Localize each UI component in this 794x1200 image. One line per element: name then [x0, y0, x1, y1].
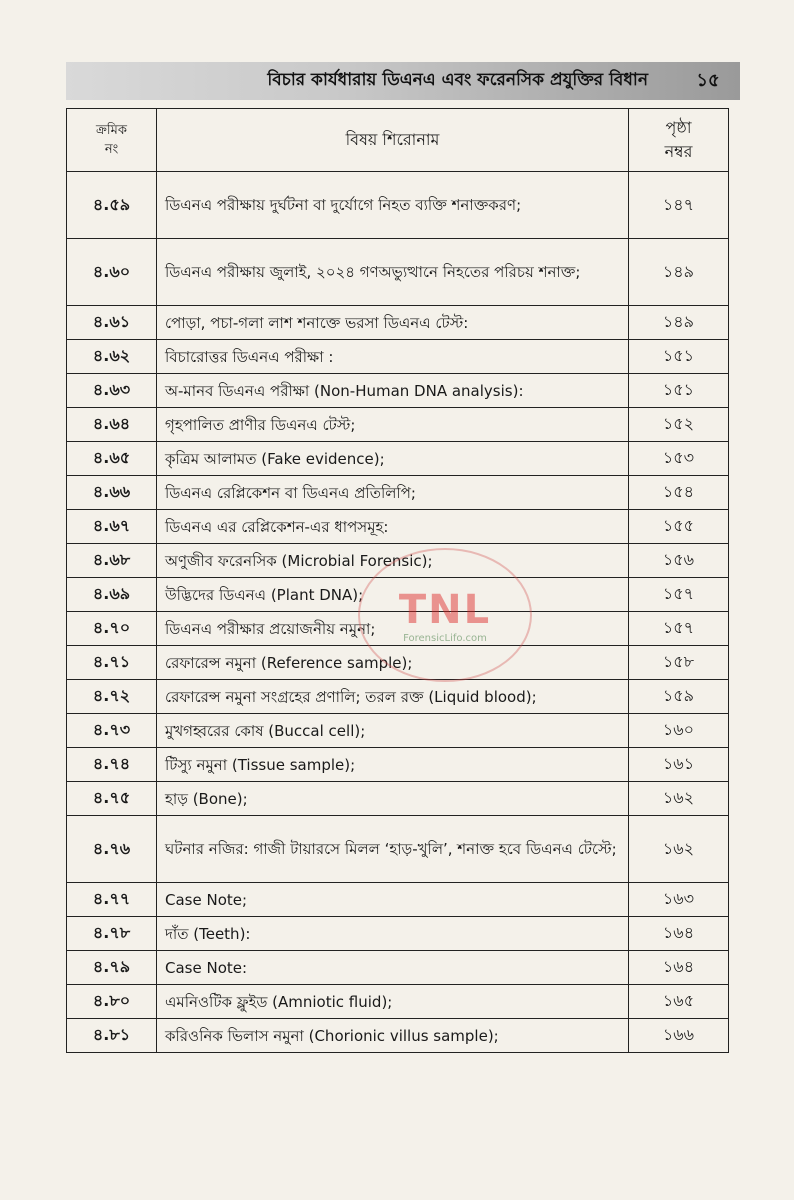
table-row [67, 510, 729, 544]
page-cell: ১৫১ [629, 340, 729, 374]
serial-cell: ৪.৭৩ [67, 714, 157, 748]
page-cell: ১৫৪ [629, 476, 729, 510]
subject-cell: করিওনিক ভিলাস নমুনা (Chorionic villus sample); [157, 1019, 629, 1053]
subject-cell: মুখগহ্বরের কোষ (Buccal cell); [157, 714, 629, 748]
contents-table [66, 108, 729, 1053]
page-header-line1: পৃষ্ঠা [665, 118, 692, 137]
table-row [67, 748, 729, 782]
serial-cell: ৪.৭৯ [67, 951, 157, 985]
header-title: বিচার কার্যধারায় ডিএনএ এবং ফরেনসিক প্রযুক্তির বিধান [267, 70, 648, 90]
serial-cell: ৪.৬৩ [67, 374, 157, 408]
subject-cell: Case Note: [157, 951, 629, 985]
subject-cell: রেফারেন্স নমুনা সংগ্রহের প্রণালি; তরল রক্ত (Liquid blood); [157, 680, 629, 714]
subject-cell: ডিএনএ পরীক্ষায় দুর্ঘটনা বা দুর্যোগে নিহত ব্যক্তি শনাক্তকরণ; [157, 172, 629, 239]
table-row [67, 340, 729, 374]
table-row [67, 782, 729, 816]
watermark-logo: TNL [398, 586, 492, 633]
page-cell: ১৫২ [629, 408, 729, 442]
page-cell: ১৬৫ [629, 985, 729, 1019]
page-cell: ১৫৭ [629, 578, 729, 612]
table-row [67, 1019, 729, 1053]
page-cell: ১৬৪ [629, 917, 729, 951]
table-row [67, 408, 729, 442]
serial-cell: ৪.৭২ [67, 680, 157, 714]
watermark-site: ForensicLifo.com [403, 632, 487, 644]
table-row [67, 646, 729, 680]
page-cell: ১৫৮ [629, 646, 729, 680]
page-cell: ১৬১ [629, 748, 729, 782]
serial-cell: ৪.৬২ [67, 340, 157, 374]
table-row [67, 172, 729, 239]
subject-cell: গৃহপালিত প্রাণীর ডিএনএ টেস্ট; [157, 408, 629, 442]
table-body [67, 172, 729, 1053]
subject-cell: ডিএনএ এর রেপ্লিকেশন-এর ধাপসমূহ: [157, 510, 629, 544]
subject-cell: ডিএনএ পরীক্ষায় জুলাই, ২০২৪ গণঅভ্যুত্থানে নিহতের পরিচয় শনাক্ত; [157, 239, 629, 306]
table-row [67, 816, 729, 883]
serial-cell: ৪.৭৮ [67, 917, 157, 951]
serial-cell: ৪.৬৫ [67, 442, 157, 476]
subject-cell: অ-মানব ডিএনএ পরীক্ষা (Non-Human DNA analysis): [157, 374, 629, 408]
subject-cell: টিস্যু নমুনা (Tissue sample); [157, 748, 629, 782]
page-cell: ১৬৪ [629, 951, 729, 985]
serial-cell: ৪.৭৭ [67, 883, 157, 917]
table-row [67, 612, 729, 646]
serial-cell: ৪.৫৯ [67, 172, 157, 239]
table-row [67, 476, 729, 510]
table-row [67, 374, 729, 408]
serial-cell: ৪.৬০ [67, 239, 157, 306]
page-cell: ১৪৯ [629, 239, 729, 306]
serial-cell: ৪.৭০ [67, 612, 157, 646]
serial-cell: ৪.৭১ [67, 646, 157, 680]
serial-header-line1: ক্রমিক [96, 123, 127, 138]
table-row [67, 306, 729, 340]
serial-cell: ৪.৮১ [67, 1019, 157, 1053]
subject-cell: উদ্ভিদের ডিএনএ (Plant DNA); [157, 578, 629, 612]
subject-cell: রেফারেন্স নমুনা (Reference sample); [157, 646, 629, 680]
subject-cell: হাড় (Bone); [157, 782, 629, 816]
table-header-row [67, 109, 729, 172]
subject-cell: ডিএনএ রেপ্লিকেশন বা ডিএনএ প্রতিলিপি; [157, 476, 629, 510]
subject-cell: পোড়া, পচা-গলা লাশ শনাক্তে ভরসা ডিএনএ টেস্ট: [157, 306, 629, 340]
page-column-header [629, 109, 729, 172]
subject-cell: এমনিওটিক ফ্লুইড (Amniotic fluid); [157, 985, 629, 1019]
serial-cell: ৪.৭৬ [67, 816, 157, 883]
subject-cell: ঘটনার নজির: গাজী টায়ারসে মিলল ‘হাড়-খুলি’, শনাক্ত হবে ডিএনএ টেস্টে; [157, 816, 629, 883]
serial-cell: ৪.৬৮ [67, 544, 157, 578]
page-cell: ১৫১ [629, 374, 729, 408]
serial-cell: ৪.৬১ [67, 306, 157, 340]
page-cell: ১৪৯ [629, 306, 729, 340]
table-row [67, 917, 729, 951]
page-cell: ১৫৩ [629, 442, 729, 476]
serial-cell: ৪.৬৯ [67, 578, 157, 612]
subject-cell: অণুজীব ফরেনসিক (Microbial Forensic); [157, 544, 629, 578]
page-cell: ১৫৬ [629, 544, 729, 578]
serial-cell: ৪.৬৪ [67, 408, 157, 442]
page-cell: ১৫৯ [629, 680, 729, 714]
table-row [67, 544, 729, 578]
table-row [67, 442, 729, 476]
serial-cell: ৪.৮০ [67, 985, 157, 1019]
page-cell: ১৬৩ [629, 883, 729, 917]
subject-cell: দাঁত (Teeth): [157, 917, 629, 951]
serial-cell: ৪.৭৪ [67, 748, 157, 782]
table-row [67, 714, 729, 748]
subject-column-header: বিষয় শিরোনাম [157, 109, 629, 172]
table-row [67, 578, 729, 612]
page-cell: ১৬২ [629, 816, 729, 883]
page-cell: ১৫৭ [629, 612, 729, 646]
table-row [67, 680, 729, 714]
serial-column-header [67, 109, 157, 172]
serial-header-line2: নং [104, 142, 119, 157]
table-row [67, 951, 729, 985]
subject-cell: Case Note; [157, 883, 629, 917]
subject-cell: বিচারোত্তর ডিএনএ পরীক্ষা : [157, 340, 629, 374]
page-cell: ১৬০ [629, 714, 729, 748]
subject-cell: ডিএনএ পরীক্ষার প্রয়োজনীয় নমুনা; [157, 612, 629, 646]
running-header [66, 62, 740, 100]
page-cell: ১৬২ [629, 782, 729, 816]
page-header-line2: নম্বর [664, 142, 693, 161]
page-number: ১৫ [696, 69, 720, 91]
serial-cell: ৪.৬৬ [67, 476, 157, 510]
table-row [67, 985, 729, 1019]
page-cell: ১৫৫ [629, 510, 729, 544]
page-cell: ১৬৬ [629, 1019, 729, 1053]
page-cell: ১৪৭ [629, 172, 729, 239]
table-row [67, 239, 729, 306]
table-row [67, 883, 729, 917]
serial-cell: ৪.৬৭ [67, 510, 157, 544]
subject-cell: কৃত্রিম আলামত (Fake evidence); [157, 442, 629, 476]
serial-cell: ৪.৭৫ [67, 782, 157, 816]
